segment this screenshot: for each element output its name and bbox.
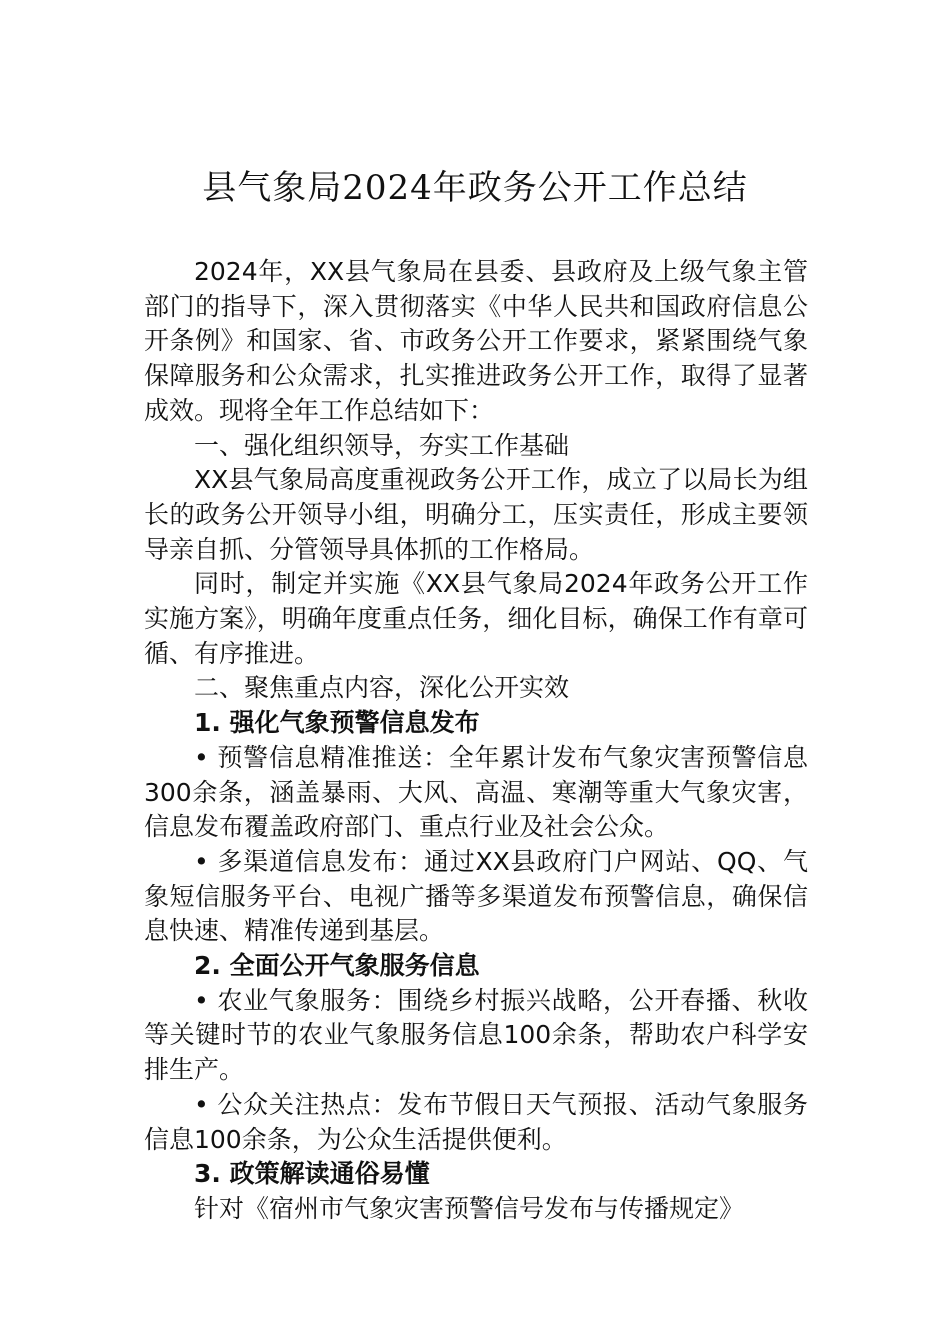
subsection-heading: 3. 政策解读通俗易懂 [194,1159,430,1189]
section-heading-2: 二、聚焦重点内容，深化公开实效 [194,673,570,703]
paragraph: 针对《宿州市气象灾害预警信号发布与传播规定》 [194,1193,745,1223]
section-heading-1: 一、强化组织领导，夯实工作基础 [194,430,570,460]
paragraph: XX县气象局高度重视政务公开工作，成立了以局长为组长的政务公开领导小组，明确分工，压实责任，形成主要领导亲自抓、分管领导具体抓的工作格局。 [144,465,808,564]
document-body [144,255,808,1227]
bullet-paragraph: • 公众关注热点：发布节假日天气预报、活动气象服务信息100余条，为公众生活提供便利。 [144,1089,808,1154]
bullet-paragraph: • 预警信息精准推送：全年累计发布气象灾害预警信息300余条，涵盖暴雨、大风、高温、寒潮等重大气象灾害，信息发布覆盖政府部门、重点行业及社会公众。 [144,742,808,842]
paragraph-intro: 2024年，XX县气象局在县委、县政府及上级气象主管部门的指导下，深入贯彻落实《中华人民共和国政府信息公开条例》和国家、省、市政务公开工作要求，紧紧围绕气象保障服务和公众需求，扎实推进政务公开工作，取得了显著成效。现将全年工作总结如下： [144,257,808,425]
paragraph: 同时，制定并实施《XX县气象局2024年政务公开工作实施方案》，明确年度重点任务，细化目标，确保工作有章可循、有序推进。 [144,569,808,668]
subsection-heading: 2. 全面公开气象服务信息 [194,951,480,981]
subsection-heading: 1. 强化气象预警信息发布 [194,708,480,738]
document-title: 县气象局2024年政务公开工作总结 [202,168,748,208]
bullet-paragraph: • 农业气象服务：围绕乡村振兴战略，公开春播、秋收等关键时节的农业气象服务信息100余条，帮助农户科学安排生产。 [144,985,808,1085]
bullet-paragraph: • 多渠道信息发布：通过XX县政府门户网站、QQ、气象短信服务平台、电视广播等多渠道发布预警信息，确保信息快速、精准传递到基层。 [144,846,808,946]
